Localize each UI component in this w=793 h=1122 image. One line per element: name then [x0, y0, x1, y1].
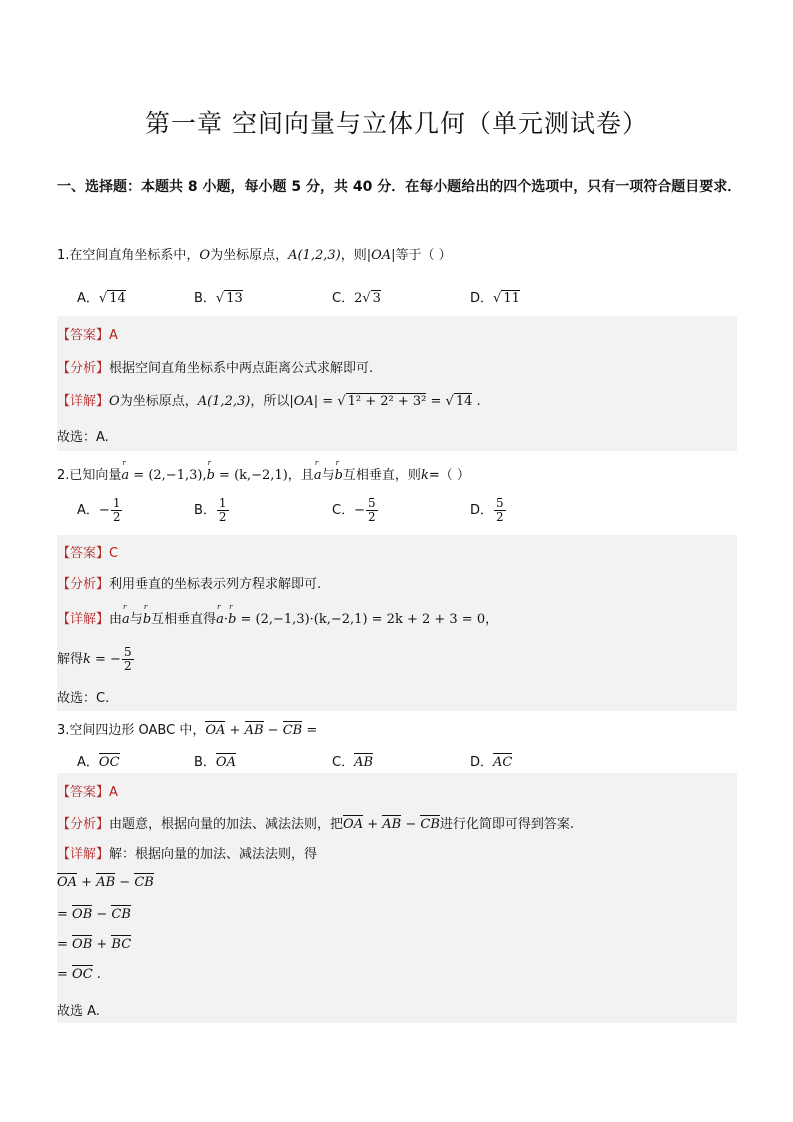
q1-option-c-value: 3: [372, 291, 381, 306]
q3-option-c[interactable]: [332, 751, 373, 770]
q1-prefix: 1.在空间直角坐标系中，: [57, 248, 200, 263]
q2-conclusion: 故选：C.: [57, 691, 110, 706]
q2-answer-value: C: [109, 546, 119, 561]
q1-answer-tag: 【答案】: [57, 328, 110, 343]
q3-step1-ab: AB: [96, 875, 116, 890]
q2-detail-dot: ·: [223, 612, 229, 627]
q3-step1-plus: +: [77, 875, 97, 890]
q1-end: 等于（ ）: [395, 248, 452, 263]
q3-option-a[interactable]: [77, 751, 120, 770]
q2-option-a[interactable]: [77, 497, 123, 524]
q3-step4-oc: OC: [72, 967, 93, 982]
q3-step-4: [57, 967, 101, 982]
q2-perp: 互相垂直，则: [342, 468, 421, 483]
q1-option-c-label: C．: [332, 291, 355, 306]
q2-option-d-fraction: [494, 497, 506, 524]
q3-answer-value: A: [109, 785, 118, 800]
q2-option-a-num: 1: [112, 496, 121, 510]
q3-analysis-tag: 【分析】: [57, 817, 110, 832]
q3-option-d-label: D．: [470, 755, 494, 770]
q2-detail-a: r a: [122, 612, 130, 627]
q3-answer-tag: 【答案】: [57, 785, 110, 800]
q3-option-a-value: OC: [98, 755, 120, 770]
q2-b-value: = (k,−2,1): [214, 468, 288, 483]
q3-option-d[interactable]: [470, 751, 512, 770]
q3-step1-cb: CB: [134, 875, 154, 890]
q2-mid: ，且: [287, 468, 314, 483]
q1-detail-radicand: 1² + 2² + 3²: [347, 394, 427, 409]
q1-detail: 【详解】O为坐标原点，A(1,2,3)，所以|OA| = √ 1² + 2² + 3² = √ 14 .: [57, 394, 481, 409]
q3-vector-ab: AB: [244, 723, 264, 738]
q1-then: ，则: [340, 248, 367, 263]
q2-option-b-fraction: [217, 497, 229, 524]
q3-step2-eq: =: [57, 907, 73, 922]
q3-step4-end: .: [92, 967, 101, 982]
q1-options: [77, 287, 717, 317]
q3-analysis-pre: 由题意，根据向量的加法、减法法则，把: [109, 817, 344, 832]
q2-analysis-tag: 【分析】: [57, 577, 110, 592]
q3-option-c-value: AB: [354, 755, 374, 770]
q1-option-d-label: D．: [470, 291, 494, 306]
q2-solve-label: 解得: [57, 652, 84, 667]
q3-answer: [57, 781, 118, 800]
q3-analysis-minus: −: [401, 817, 421, 832]
q2-option-b[interactable]: [194, 497, 230, 524]
q2-option-c-fraction: [366, 497, 378, 524]
question-3: [57, 719, 317, 738]
page-title: 第一章 空间向量与立体几何（单元测试卷）: [145, 109, 648, 138]
q3-step3-plus: +: [92, 937, 112, 952]
q2-option-c-den: 2: [367, 510, 376, 524]
q1-detail-result: 14: [455, 394, 473, 409]
q1-option-b-value: 13: [226, 291, 243, 306]
q2-solve-den: 2: [123, 659, 132, 673]
q2-answer-tag: 【答案】: [57, 546, 110, 561]
q2-vector-b: r b: [207, 468, 215, 483]
q1-conclusion: 故选：A.: [57, 430, 109, 445]
q2-option-d-den: 2: [496, 510, 504, 524]
q2-and: 与: [321, 468, 335, 483]
q3-vector-cb: CB: [282, 723, 303, 738]
q2-vector-b2: r b: [335, 468, 343, 483]
q2-vector-a2: r a: [314, 468, 322, 483]
q1-answer-value: A: [109, 328, 118, 343]
q3-step-1: [57, 875, 154, 890]
q1-analysis-tag: 【分析】: [57, 361, 110, 376]
q1-detail-so: ，所以: [250, 394, 290, 409]
q3-analysis-ab: AB: [382, 817, 402, 832]
q3-option-a-label: A．: [77, 755, 99, 770]
q2-detail-perp: 互相垂直得: [151, 612, 217, 627]
q2-solve: [57, 646, 135, 673]
q2-analysis-text: 利用垂直的坐标表示列方程求解即可.: [109, 577, 322, 592]
q1-option-d-value: 11: [503, 291, 520, 306]
q1-detail-text: 为坐标原点，: [119, 394, 198, 409]
q3-step3-ob: OB: [72, 937, 93, 952]
q2-option-b-label: B．: [194, 503, 216, 518]
q2-options: [77, 497, 717, 527]
q2-end: =（ ）: [428, 468, 470, 483]
q3-detail-text: 解：根据向量的加法、减法法则，得: [109, 847, 318, 862]
q2-solve-fraction: [122, 646, 134, 673]
q1-option-c-coef: 2: [354, 291, 363, 306]
question-1: [57, 244, 452, 263]
q2-option-a-label: A．: [77, 503, 99, 518]
q3-step2-cb: CB: [111, 907, 131, 922]
q2-option-c[interactable]: [332, 497, 379, 524]
q1-detail-eq2: =: [426, 394, 446, 409]
q2-option-c-label: C．: [332, 503, 355, 518]
q2-detail-and: 与: [129, 612, 143, 627]
q3-option-c-label: C．: [332, 755, 355, 770]
q2-detail-end: ，: [485, 612, 499, 627]
q2-option-a-sign: −: [98, 503, 110, 518]
q1-abs: |OA|: [366, 248, 396, 263]
q3-analysis: [57, 813, 574, 832]
q2-detail-tag: 【详解】: [57, 612, 110, 627]
q3-step-2: [57, 907, 131, 922]
q2-prefix: 2.已知向量: [57, 468, 122, 483]
q3-step2-ob: OB: [72, 907, 93, 922]
q3-analysis-plus: +: [363, 817, 383, 832]
q1-detail-eq: =: [318, 394, 338, 409]
q1-detail-point: A(1,2,3): [197, 394, 251, 409]
q2-option-d-label: D．: [470, 503, 494, 518]
q3-step3-eq: =: [57, 937, 73, 952]
q2-option-d[interactable]: [470, 497, 507, 524]
q2-detail-b: r b: [143, 612, 151, 627]
q2-detail-eq: = (2,−1,3)·(k,−2,1) = 2k + 2 + 3 = 0: [236, 612, 486, 627]
q1-option-a-value: 14: [109, 291, 126, 306]
q3-analysis-oa: OA: [343, 817, 364, 832]
q3-analysis-cb: CB: [420, 817, 440, 832]
q3-solution-box: [57, 773, 737, 1023]
q1-origin: O: [199, 248, 211, 263]
q3-option-b[interactable]: [194, 751, 236, 770]
q3-step2-minus: −: [92, 907, 112, 922]
q1-option-b-label: B．: [194, 291, 216, 306]
q1-detail-origin: O: [109, 394, 120, 409]
q1-option-a[interactable]: A．√ 14: [77, 291, 126, 306]
q3-option-b-value: OA: [215, 755, 236, 770]
q1-option-c[interactable]: C．2√ 3: [332, 291, 381, 306]
q2-k: k: [420, 468, 429, 483]
q1-analysis: [57, 357, 373, 376]
q3-vector-oa: OA: [205, 723, 226, 738]
q2-option-b-den: 2: [218, 510, 227, 524]
q2-option-c-num: 5: [367, 496, 376, 510]
q1-analysis-text: 根据空间直角坐标系中两点距离公式求解即可.: [109, 361, 374, 376]
q3-eq: =: [302, 723, 318, 738]
q1-option-a-label: A．: [77, 291, 99, 306]
q3-prefix: 3.空间四边形 OABC 中，: [57, 723, 206, 738]
q2-option-a-den: 2: [112, 510, 121, 524]
q2-vector-a: r a: [121, 468, 129, 483]
q3-step3-bc: BC: [111, 937, 132, 952]
q2-option-c-sign: −: [354, 503, 365, 518]
q2-solve-k: k = −: [83, 652, 121, 667]
q1-answer: [57, 324, 118, 343]
q1-option-d[interactable]: D．√ 11: [470, 291, 520, 306]
section-heading: 一、选择题：本题共 8 小题，每小题 5 分，共 40 分．在每小题给出的四个选项中，只有一项符合题目要求．: [57, 179, 742, 195]
q2-solve-num: 5: [123, 645, 132, 659]
q3-conclusion: 故选 A.: [57, 1004, 100, 1019]
q2-option-d-num: 5: [496, 496, 504, 510]
q3-analysis-post: 进行化简即可得到答案.: [439, 817, 575, 832]
q2-detail-by: 由: [109, 612, 123, 627]
q2-detail-a2: r a: [216, 612, 224, 627]
question-2: [57, 464, 470, 483]
q2-a-value: = (2,−1,3),: [129, 468, 207, 483]
q3-step1-oa: OA: [57, 875, 78, 890]
q2-detail-b2: r b: [228, 612, 236, 627]
q2-option-a-fraction: [111, 497, 123, 524]
q1-solution-box: [57, 316, 737, 451]
q2-answer: [57, 542, 118, 561]
q2-option-b-num: 1: [218, 496, 227, 510]
q1-detail-tag: 【详解】: [57, 394, 110, 409]
q3-step-3: [57, 937, 131, 952]
q3-plus: +: [225, 723, 245, 738]
q3-option-d-value: AC: [493, 755, 513, 770]
q1-mid: 为坐标原点，: [210, 248, 289, 263]
q3-step1-minus: −: [115, 875, 135, 890]
q3-detail: [57, 843, 317, 862]
q1-detail-abs: |OA|: [289, 394, 319, 409]
q1-point: A(1,2,3): [288, 248, 341, 263]
q1-option-b[interactable]: B．√ 13: [194, 291, 243, 306]
q3-step4-eq: =: [57, 967, 73, 982]
q2-analysis: [57, 573, 321, 592]
q3-minus: −: [263, 723, 283, 738]
q1-detail-end: .: [472, 394, 481, 409]
q2-detail: [57, 608, 498, 627]
q3-detail-tag: 【详解】: [57, 847, 110, 862]
q3-option-b-label: B．: [194, 755, 216, 770]
